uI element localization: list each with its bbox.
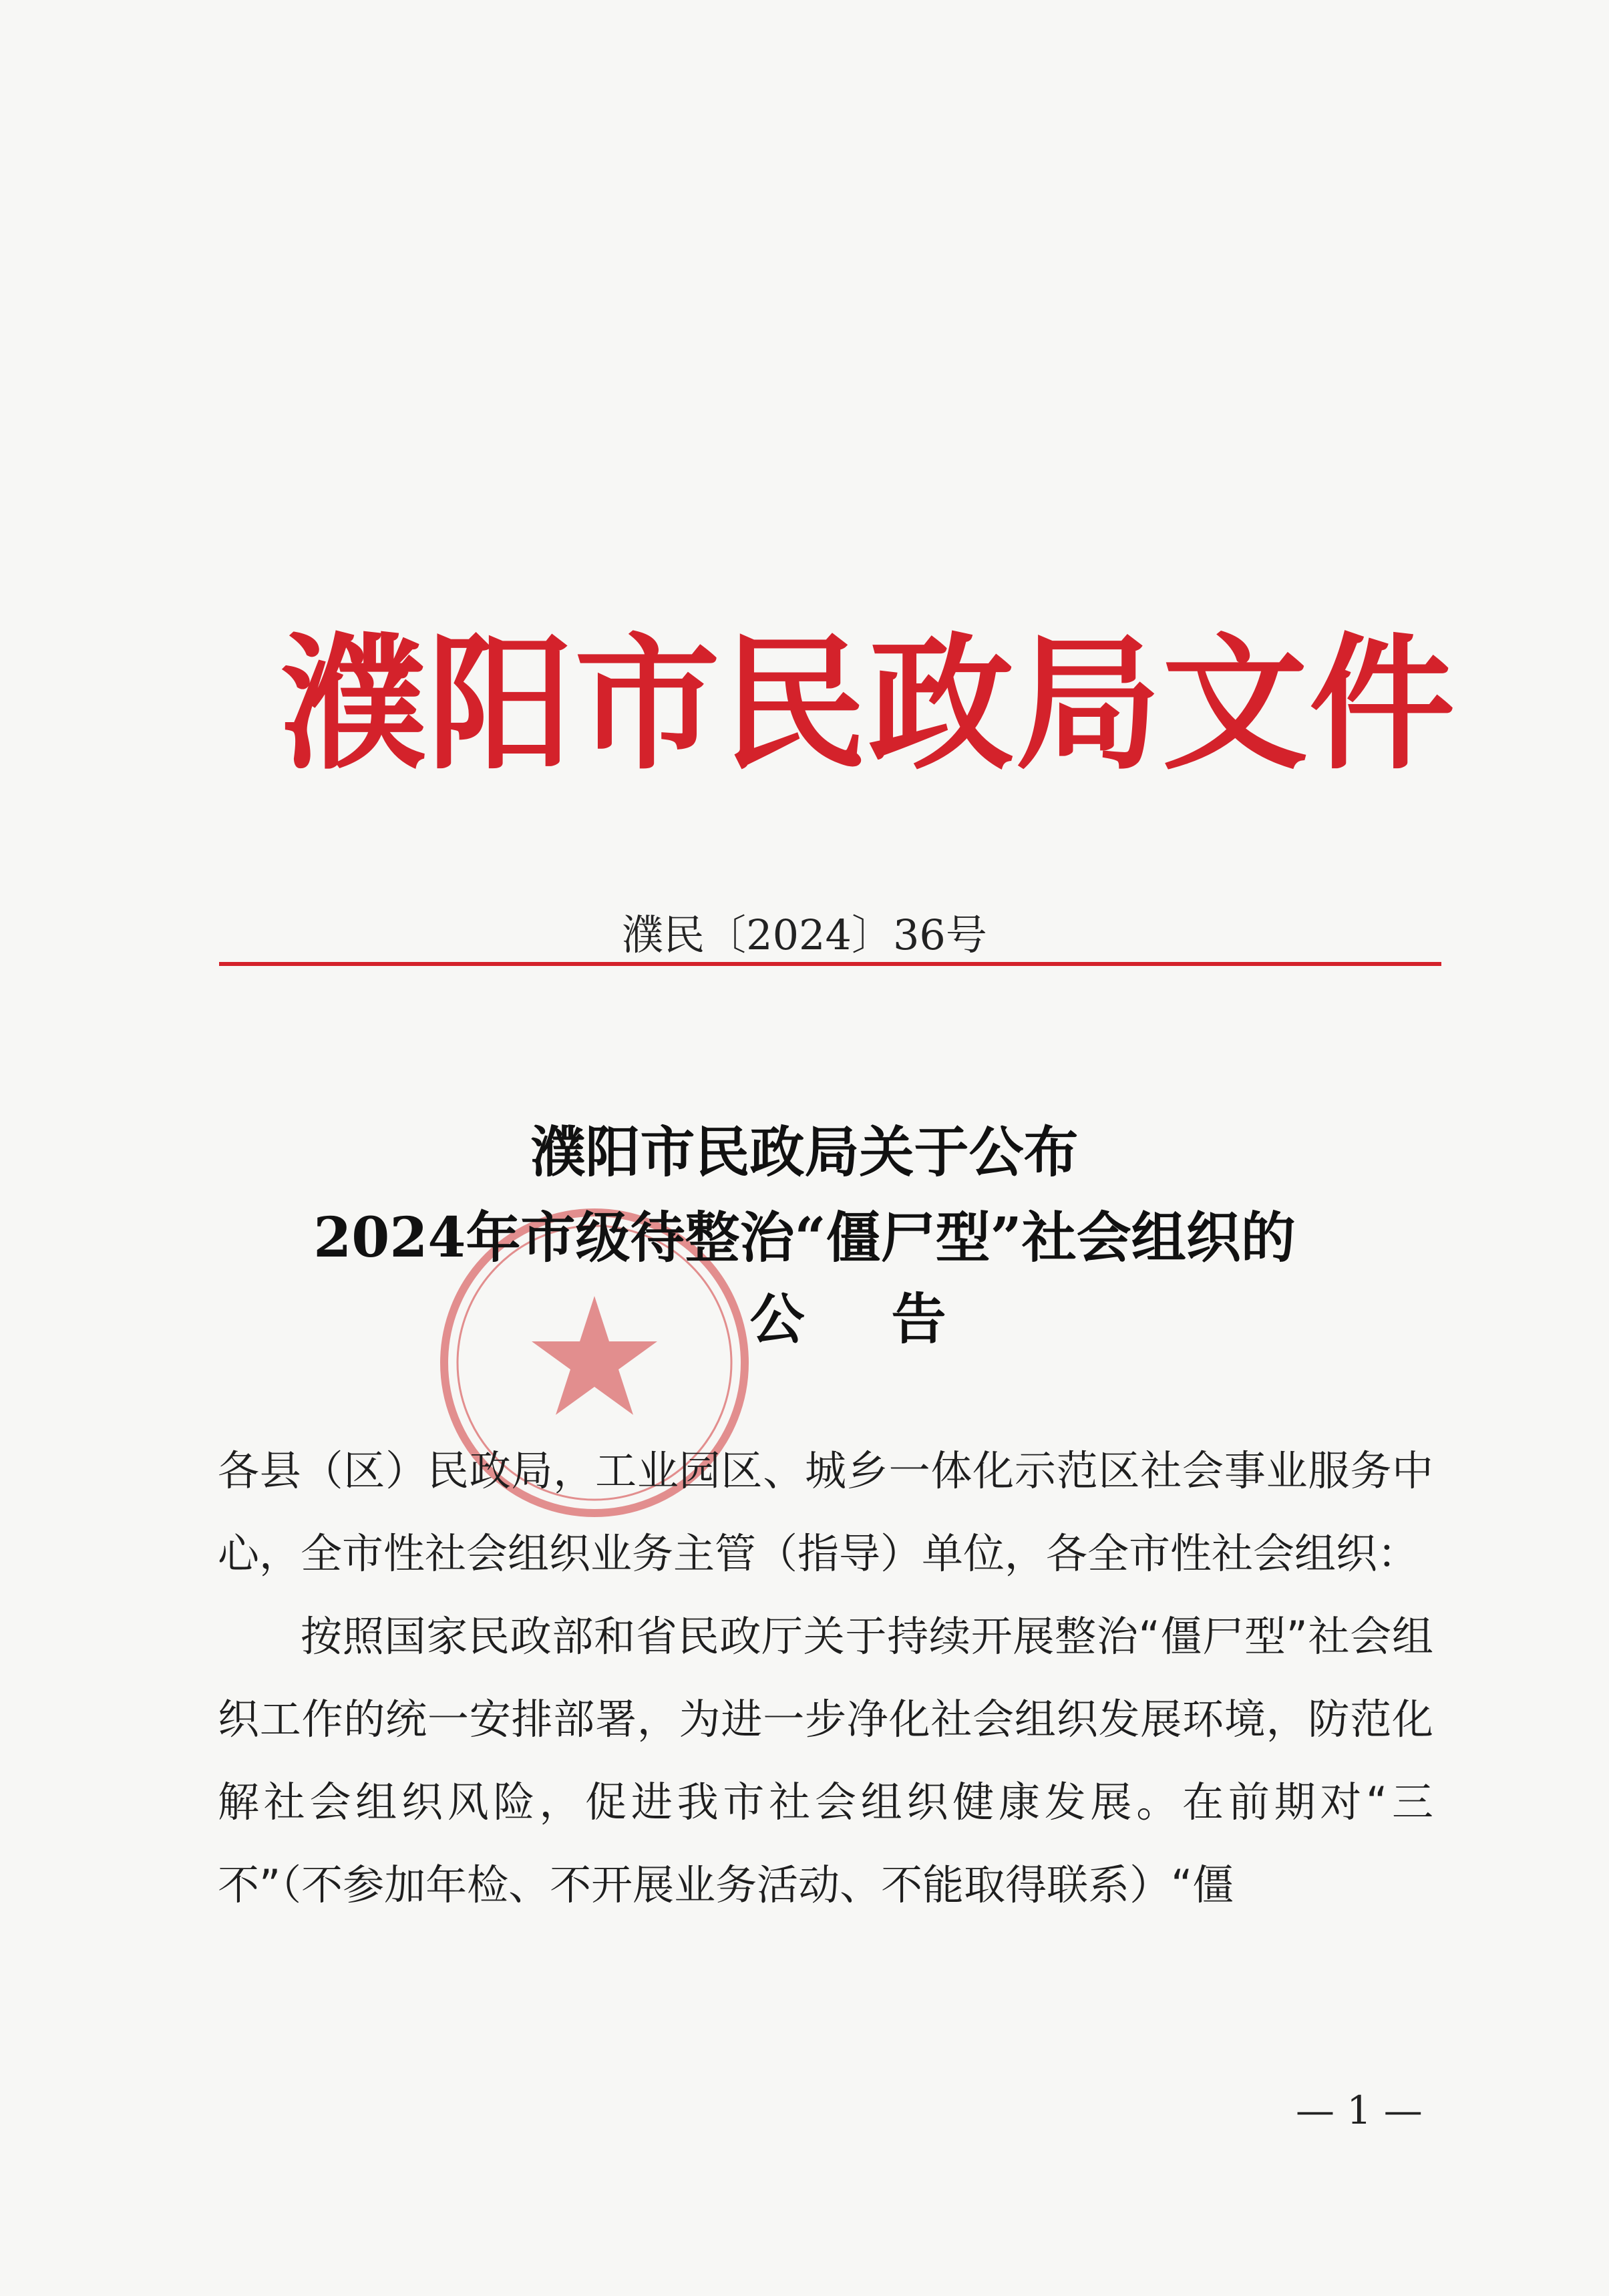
title-line-1: 濮阳市民政局关于公布 [530, 1120, 1079, 1184]
addressee: 各县（区）民政局，工业园区、城乡一体化示范区社会事业服务中心，全市性社会组织业务主管（指导）单位，各全市性社会组织： [218, 1446, 1433, 1578]
paragraph-1: 按照国家民政部和省民政厅关于持续开展整治“僵尸型”社会组织工作的统一安排部署，为进一步净化社会组织发展环境，防范化解社会组织风险，促进我市社会组织健康发展。在前期对“三不”（不参加年检、不开展业务活动、不能取得联系）“僵 [218, 1612, 1433, 1909]
document-number: 濮民〔2024〕36号 [622, 911, 987, 959]
title-line-3: 公告 [749, 1287, 1033, 1351]
page-number: — 1 — [1296, 2088, 1423, 2133]
title-line-2: 2024年市级待整治“僵尸型”社会组织的 [313, 1206, 1296, 1270]
masthead: 濮阳市民政局文件 [281, 619, 1456, 790]
body-text [218, 1430, 1433, 1927]
red-divider-line [219, 962, 1441, 966]
